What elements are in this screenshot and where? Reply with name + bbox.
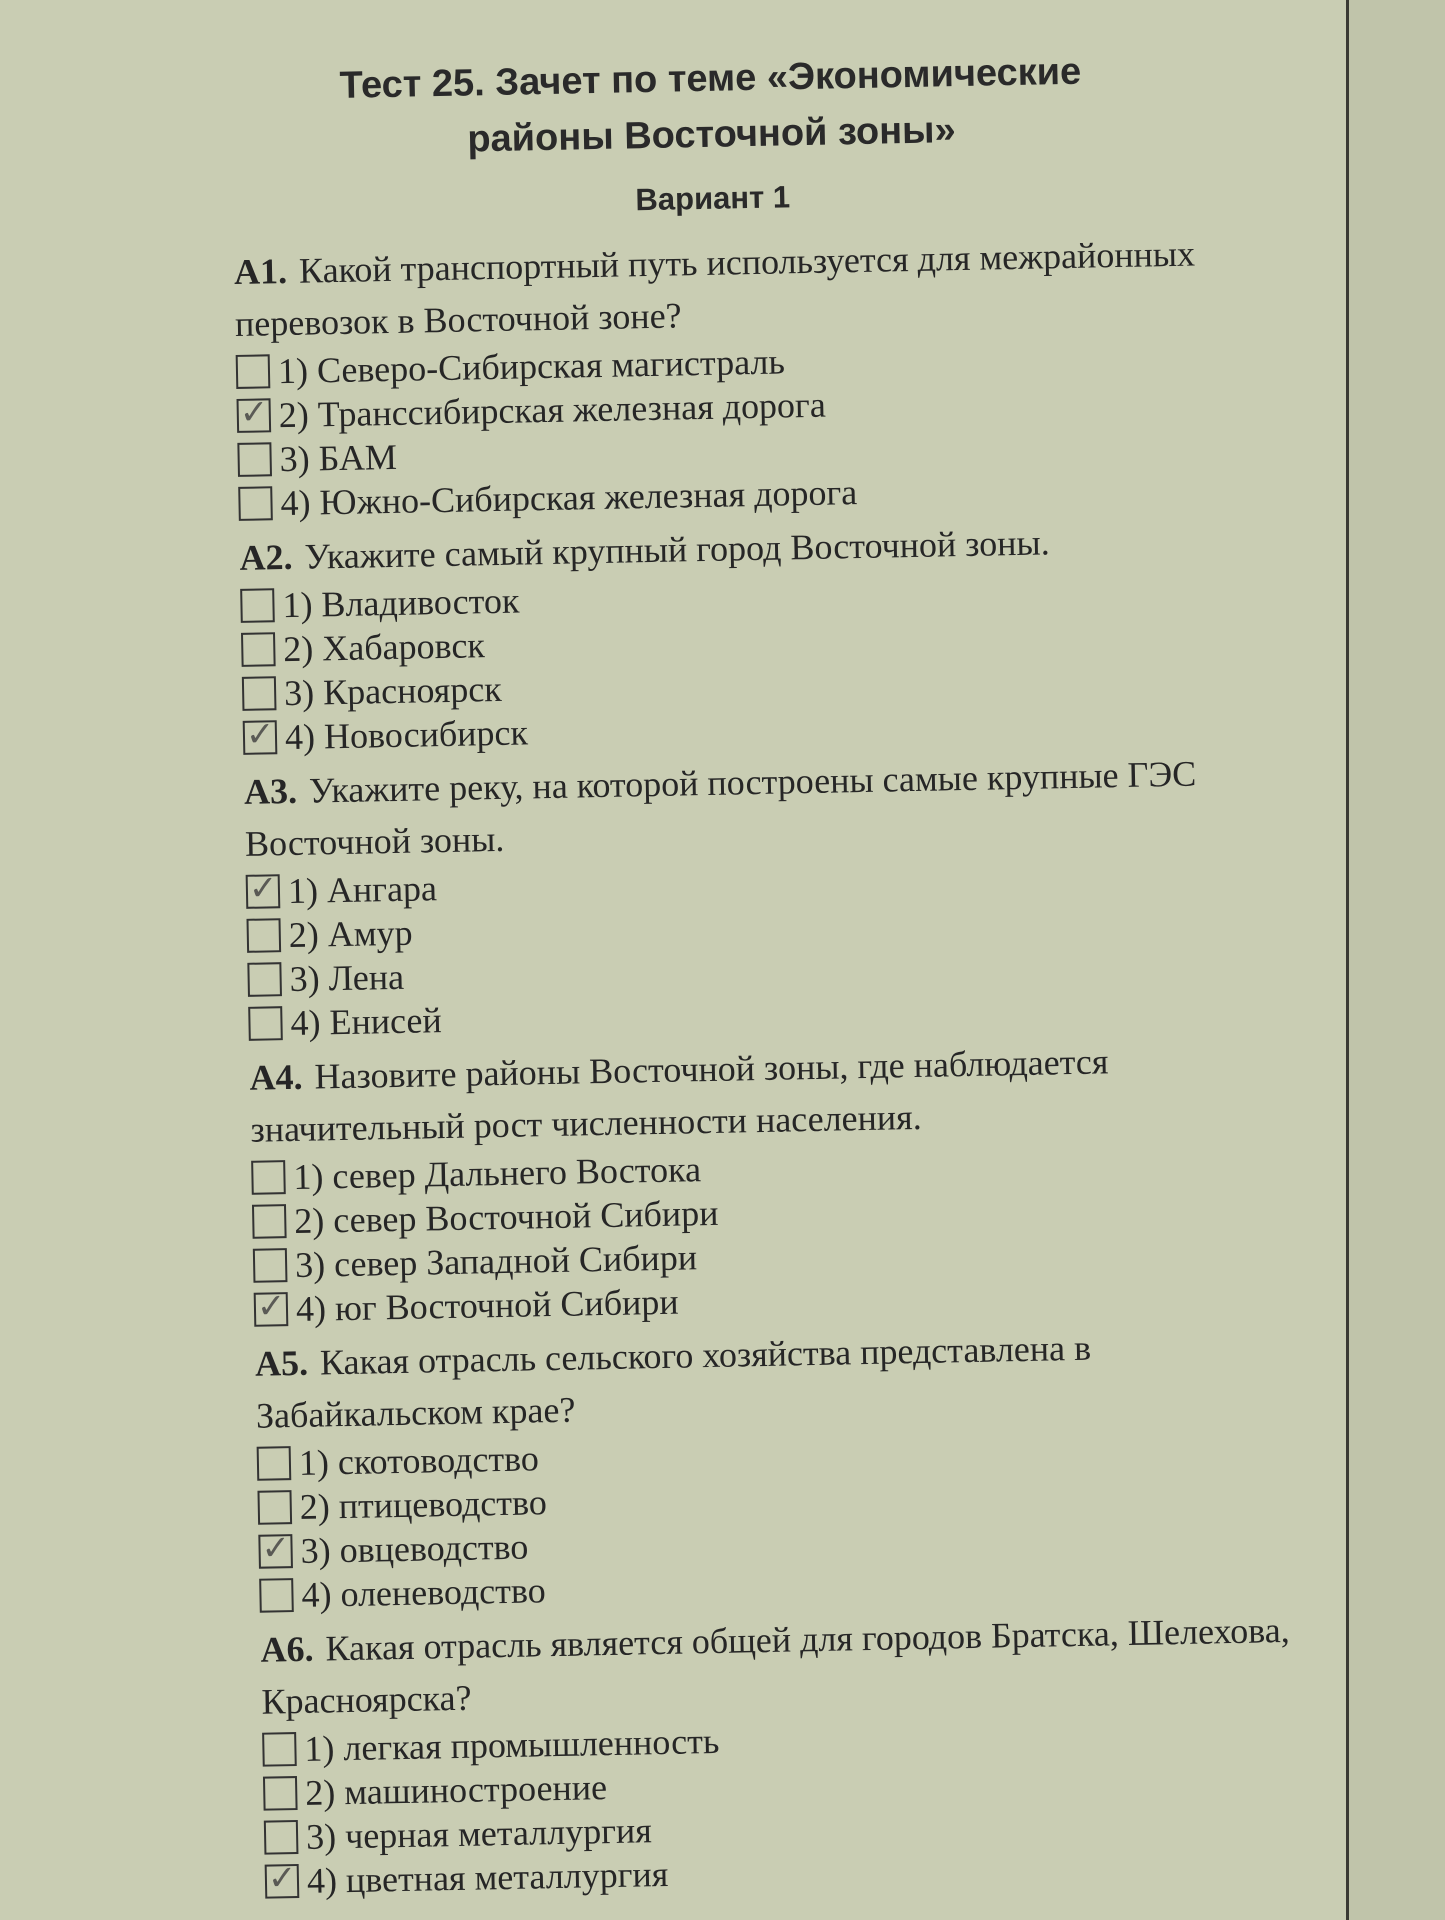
answer-label: 3) черная металлургия: [305, 1810, 653, 1857]
answer-checkbox[interactable]: [252, 1204, 287, 1239]
question-text: [260, 1604, 1302, 1728]
answer-checkbox[interactable]: [257, 1446, 292, 1481]
answer-checkbox[interactable]: [251, 1160, 286, 1195]
question-number: А3.: [243, 770, 298, 812]
answer-checkbox[interactable]: [246, 918, 281, 953]
question-4: [249, 1031, 1334, 1332]
title-line-2: районы Восточной зоны»: [466, 109, 957, 161]
answer-checkbox-checked[interactable]: [258, 1534, 293, 1569]
question-1: [234, 225, 1319, 526]
answer-label: 2) Транссибирская железная дорога: [278, 384, 827, 436]
answer-label: 1) Владивосток: [282, 580, 520, 626]
answer-checkbox-checked[interactable]: [265, 1864, 300, 1899]
answer-checkbox[interactable]: [264, 1820, 299, 1855]
answer-checkbox-checked[interactable]: [246, 874, 281, 909]
question-6: [260, 1603, 1345, 1904]
answer-checkbox[interactable]: [259, 1578, 294, 1613]
answer-checkbox[interactable]: [238, 486, 273, 521]
answer-label: 4) юг Восточной Сибири: [295, 1281, 679, 1329]
answer-label: 4) Енисей: [290, 1000, 443, 1044]
answer-label: 3) Лена: [289, 956, 405, 1000]
question-number: А6.: [260, 1628, 314, 1670]
question-prompt: Назовите районы Восточной зоны, где наблюдается значительный рост численности населения.: [250, 1041, 1109, 1150]
answer-label: 1) скотоводство: [298, 1438, 540, 1483]
answer-label: 4) Южно-Сибирская железная дорога: [280, 472, 858, 524]
answer-checkbox[interactable]: [242, 676, 277, 711]
answer-checkbox[interactable]: [253, 1248, 288, 1283]
answer-checkbox-checked[interactable]: [237, 398, 272, 433]
answer-label: 4) цветная металлургия: [306, 1853, 669, 1901]
question-prompt: Какой транспортный путь используется для межрайонных перевозок в Восточной зоне?: [234, 233, 1196, 344]
test-title: [230, 42, 1192, 172]
answer-label: 1) легкая промышленность: [304, 1720, 720, 1769]
question-3: [244, 745, 1329, 1046]
answer-label: 3) север Западной Сибири: [294, 1237, 698, 1285]
answer-label: 2) север Восточной Сибири: [293, 1192, 719, 1241]
answer-label: 1) Северо-Сибирская магистраль: [277, 341, 786, 392]
answer-checkbox[interactable]: [247, 962, 282, 997]
answer-checkbox[interactable]: [262, 1732, 297, 1767]
answer-label: 3) БАМ: [279, 436, 398, 480]
question-text: [244, 746, 1286, 870]
question-number: А5.: [254, 1342, 309, 1384]
answer-checkbox[interactable]: [236, 354, 271, 389]
question-text: [255, 1318, 1297, 1442]
question-2: [239, 511, 1323, 760]
answer-checkbox[interactable]: [241, 632, 276, 667]
page-edge-line: [1346, 0, 1349, 1920]
answer-label: 2) птицеводство: [299, 1482, 548, 1527]
answer-label: 2) Хабаровск: [282, 625, 486, 670]
answer-label: 4) оленеводство: [301, 1570, 547, 1615]
question-prompt: Какая отрасль сельского хозяйства представлена в Забайкальском крае?: [255, 1327, 1092, 1436]
question-prompt: Укажите реку, на которой построены самые крупные ГЭС Восточной зоны.: [244, 753, 1197, 864]
question-text: [234, 226, 1276, 350]
answer-label: 2) машиностроение: [304, 1767, 608, 1813]
question-5: [255, 1317, 1340, 1618]
question-prompt: Укажите самый крупный город Восточной зоны.: [304, 522, 1050, 577]
question-list: [234, 225, 1346, 1903]
question-number: А4.: [249, 1056, 303, 1098]
answer-checkbox-checked[interactable]: [254, 1292, 289, 1327]
answer-label: 3) овцеводство: [300, 1526, 529, 1571]
answer-checkbox-checked[interactable]: [243, 720, 278, 755]
answer-checkbox[interactable]: [248, 1006, 283, 1041]
answer-label: 2) Амур: [288, 912, 413, 956]
answer-label: 1) север Дальнего Востока: [293, 1149, 702, 1197]
answer-label: 4) Новосибирск: [284, 712, 529, 758]
answer-checkbox[interactable]: [257, 1490, 292, 1525]
answer-checkbox[interactable]: [263, 1776, 298, 1811]
title-line-1: Тест 25. Зачет по теме «Экономические: [339, 50, 1082, 107]
answer-label: 1) Ангара: [287, 868, 438, 912]
question-number: А1.: [233, 250, 288, 292]
question-text: [249, 1032, 1291, 1156]
question-prompt: Какая отрасль является общей для городов Братска, Шелехова, Красноярска?: [261, 1609, 1291, 1722]
answer-checkbox[interactable]: [237, 442, 272, 477]
answer-checkbox[interactable]: [240, 588, 275, 623]
variant-heading: Вариант 1: [635, 179, 791, 218]
answer-label: 3) Красноярск: [283, 668, 503, 714]
question-number: А2.: [239, 536, 293, 578]
test-sheet: [230, 39, 1345, 1909]
adjacent-page: [1349, 0, 1445, 1920]
